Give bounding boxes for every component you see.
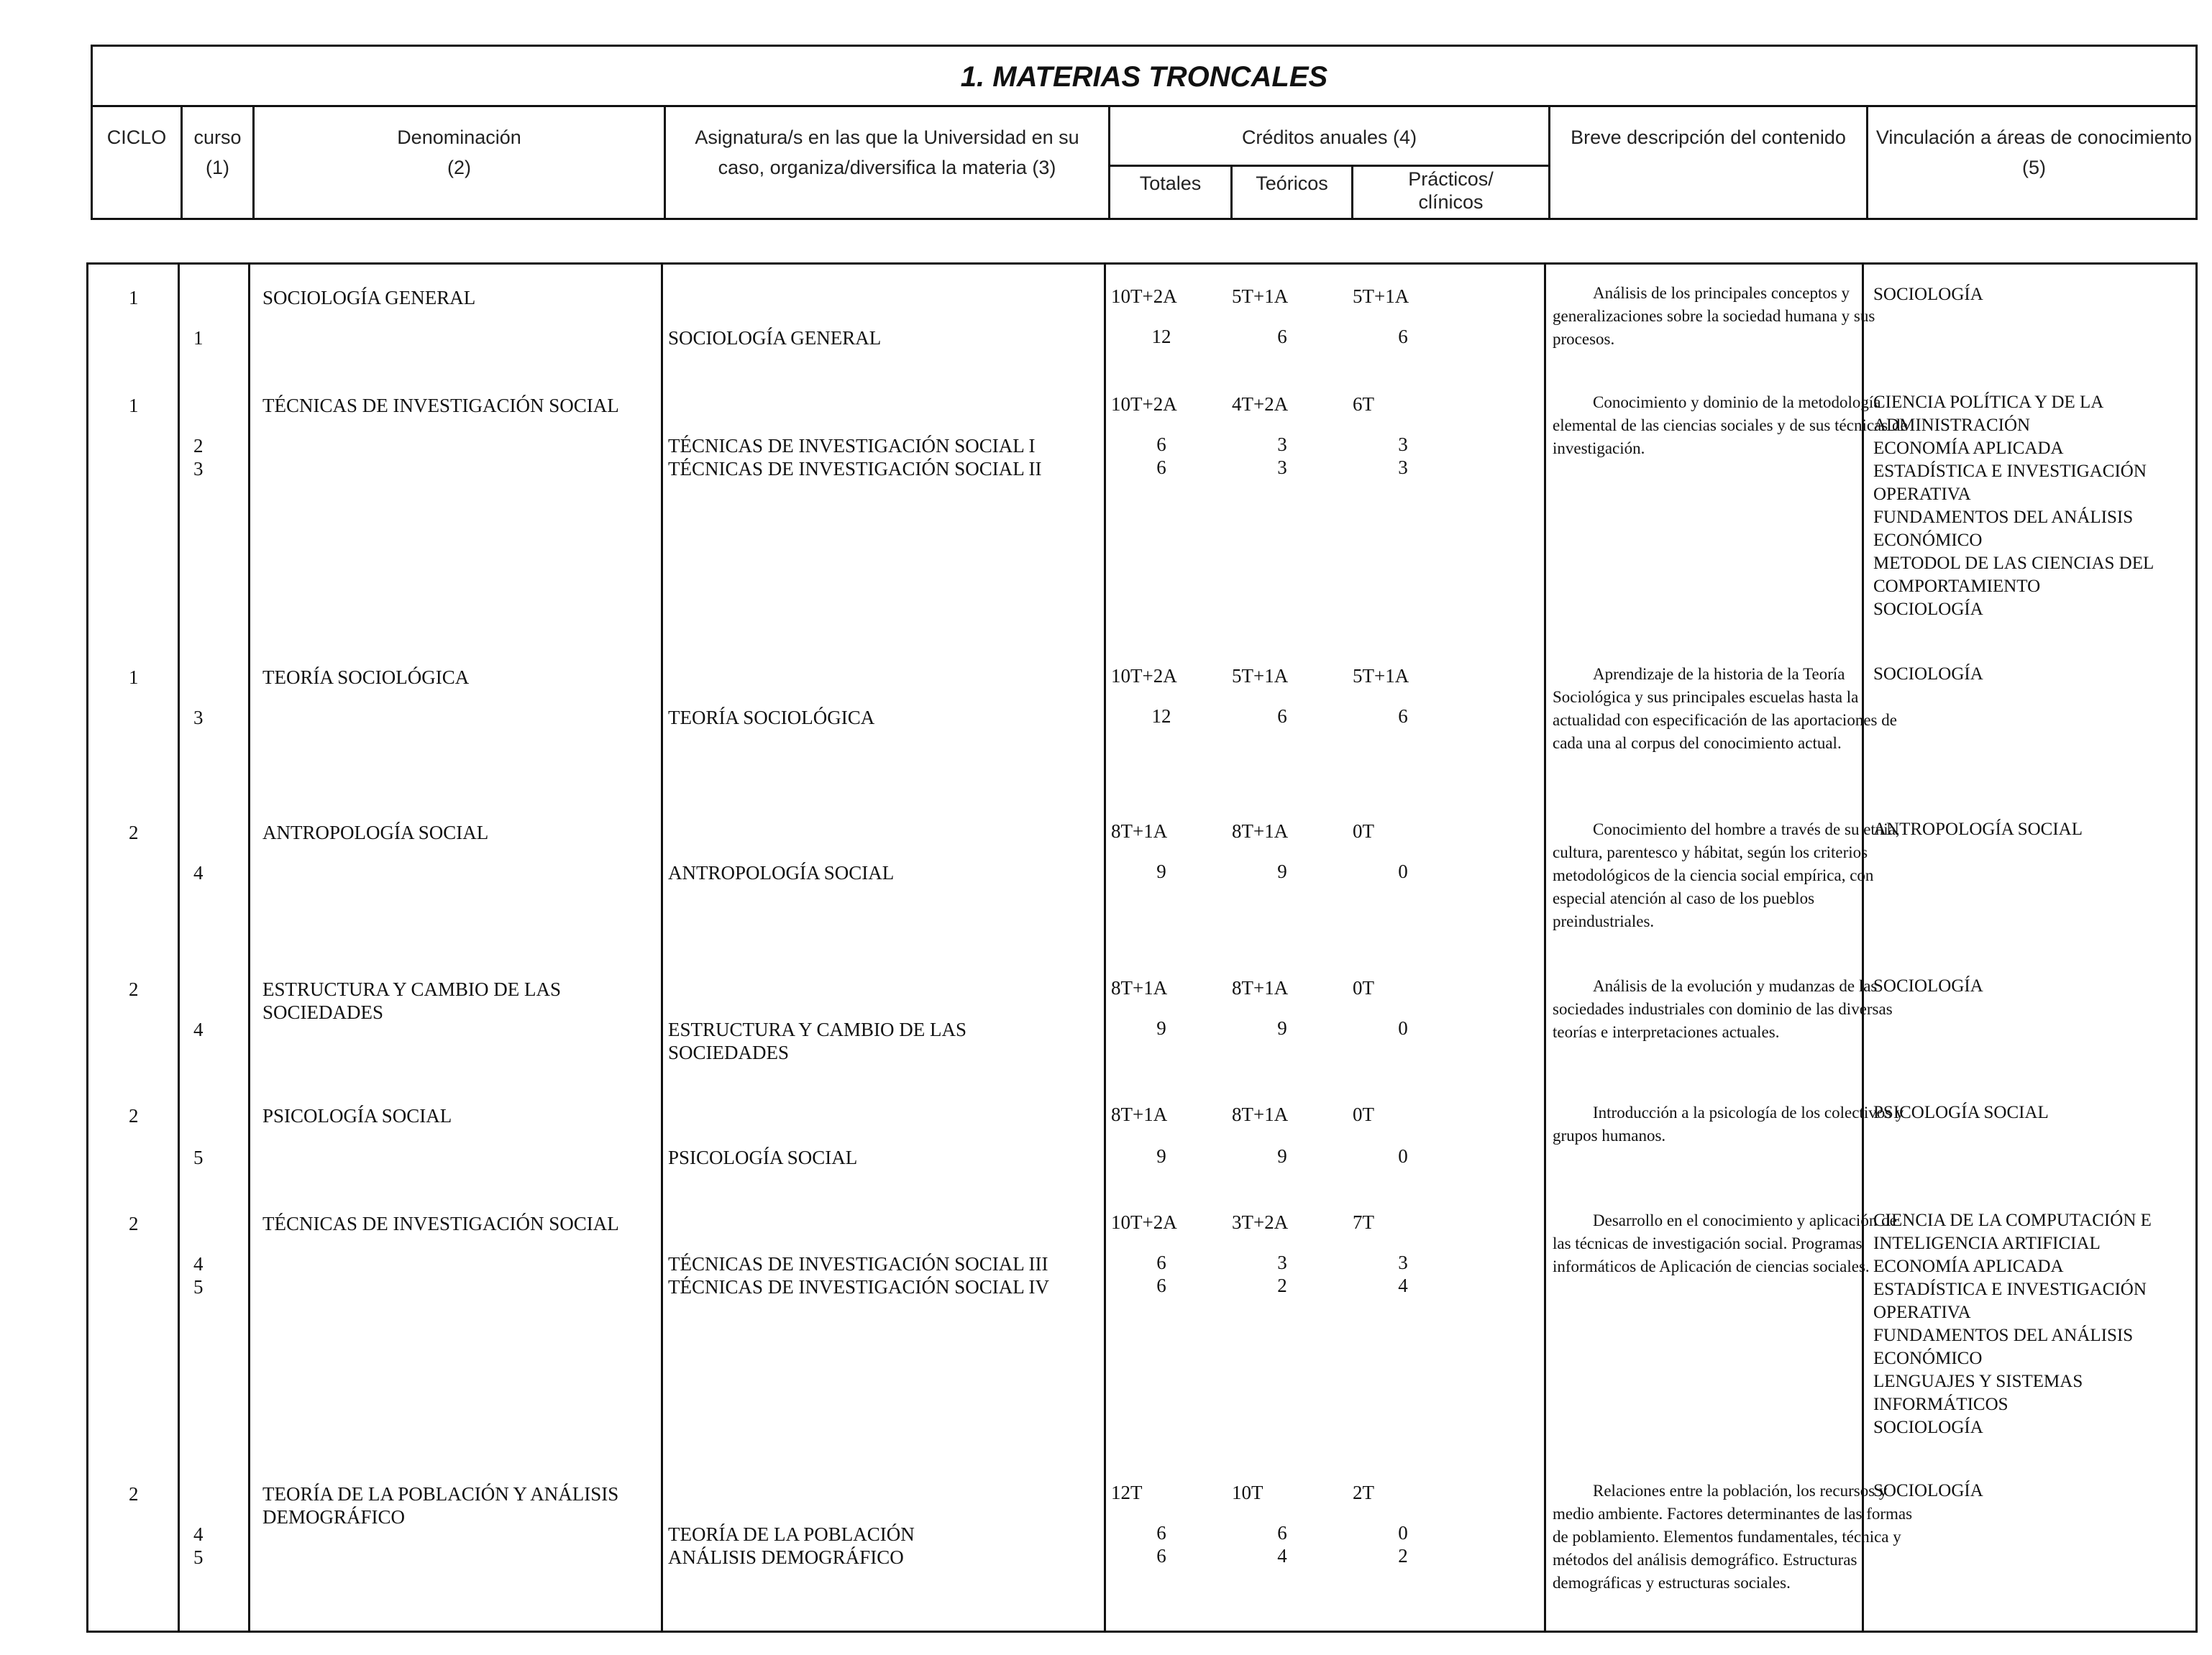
practicos-value: 7T [1353, 1211, 1374, 1233]
asignatura-value: TÉCNICAS DE INVESTIGACIÓN SOCIAL I [668, 435, 1036, 457]
asignatura-value: TÉCNICAS DE INVESTIGACIÓN SOCIAL II [668, 458, 1042, 480]
area-item: SOCIOLOGÍA [1873, 976, 1983, 996]
subject-totales: 12 [1151, 705, 1171, 727]
subject-teoricos: 4 [1277, 1545, 1287, 1567]
ciclo-value: 1 [129, 287, 139, 308]
denominacion-value: TÉCNICAS DE INVESTIGACIÓN SOCIAL [262, 1213, 619, 1234]
area-item: CIENCIA DE LA COMPUTACIÓN E [1873, 1211, 2152, 1230]
areas-list [1873, 391, 2211, 621]
curso-value: 5 [193, 1276, 204, 1298]
area-item: ANTROPOLOGÍA SOCIAL [1873, 820, 2083, 839]
teoricos-value: 8T+1A [1232, 977, 1289, 999]
areas-list [1873, 818, 2211, 841]
curso-value: 4 [193, 1253, 204, 1275]
ciclo-value: 1 [129, 395, 139, 416]
header-curso-note: (1) [206, 157, 229, 178]
asignatura-value: TEORÍA DE LA POBLACIÓN [668, 1523, 915, 1545]
ciclo-value: 2 [129, 1483, 139, 1505]
header-descripcion: Breve descripción del contenido [1571, 127, 1846, 148]
descripcion-text: Relaciones entre la población, los recursos y medio ambiente. Factores determinantes de las formas de poblamiento. Elementos fundamentales, técnica y métodos del análisis demográfico. Estructuras demográficas y estructuras sociales. [1553, 1482, 1913, 1592]
curso-value: 4 [193, 1019, 204, 1040]
row-divider [1108, 165, 1550, 167]
asignatura-value: ANTROPOLOGÍA SOCIAL [668, 862, 895, 884]
area-item: OPERATIVA [1873, 485, 1971, 504]
denominacion-value: SOCIOLOGÍA GENERAL [262, 287, 476, 308]
subject-practicos: 0 [1398, 861, 1408, 882]
practicos-value: 0T [1353, 820, 1374, 842]
totales-value: 8T+1A [1111, 1104, 1168, 1125]
asignatura-value: SOCIOLOGÍA GENERAL [668, 327, 882, 349]
subject-practicos: 0 [1398, 1145, 1408, 1167]
subject-totales: 9 [1156, 1145, 1166, 1167]
column-divider [178, 265, 180, 1631]
area-item: COMPORTAMIENTO [1873, 577, 2041, 596]
area-item: ESTADÍSTICA E INVESTIGACIÓN [1873, 1280, 2147, 1299]
column-divider [1862, 265, 1864, 1631]
asignatura-value: PSICOLOGÍA SOCIAL [668, 1147, 858, 1168]
totales-value: 10T+2A [1111, 393, 1177, 415]
areas-list [1873, 283, 2211, 306]
descripcion-text: Análisis de la evolución y mudanzas de las sociedades industriales con dominio de las diversas teorías e interpretaciones actuales. [1553, 977, 1893, 1041]
area-item: SOCIOLOGÍA [1873, 600, 1983, 619]
subject-practicos: 4 [1398, 1275, 1408, 1296]
asignatura-value: SOCIEDADES [668, 1042, 790, 1063]
header-vinculacion: Vinculación a áreas de conocimiento [1875, 127, 2193, 148]
subject-teoricos: 9 [1277, 1017, 1287, 1039]
area-item: ECONÓMICO [1873, 531, 1983, 550]
asignatura-value: TEORÍA SOCIOLÓGICA [668, 707, 875, 728]
subject-practicos: 0 [1398, 1017, 1408, 1039]
column-divider [1544, 265, 1546, 1631]
practicos-value: 2T [1353, 1482, 1374, 1503]
denominacion-value: ANTROPOLOGÍA SOCIAL [262, 822, 489, 843]
area-item: SOCIOLOGÍA [1873, 285, 1983, 304]
area-item: METODOL DE LAS CIENCIAS DEL [1873, 554, 2154, 573]
column-divider [248, 265, 250, 1631]
descripcion-text: Conocimiento del hombre a través de su etnia, cultura, parentesco y hábitat, según los criterios metodológicos de la ciencia social empírica, con especial atención al caso de los pueblos preindustriales. [1553, 820, 1900, 930]
area-item: FUNDAMENTOS DEL ANÁLISIS [1873, 1326, 2134, 1345]
totales-value: 8T+1A [1111, 977, 1168, 999]
subject-totales: 6 [1156, 1252, 1166, 1273]
subject-totales: 9 [1156, 1017, 1166, 1039]
area-item: PSICOLOGÍA SOCIAL [1873, 1103, 2049, 1122]
curso-value: 4 [193, 1523, 204, 1545]
practicos-value: 0T [1353, 1104, 1374, 1125]
denominacion-value: PSICOLOGÍA SOCIAL [262, 1105, 452, 1127]
asignatura-value: ESTRUCTURA Y CAMBIO DE LAS [668, 1019, 967, 1040]
ciclo-value: 1 [129, 666, 139, 688]
header-asignaturas-line1: Asignatura/s en las que la Universidad en su [695, 127, 1079, 148]
denominacion-value: ESTRUCTURA Y CAMBIO DE LAS [262, 978, 562, 1000]
area-item: INFORMÁTICOS [1873, 1395, 2008, 1414]
header-denominacion-note: (2) [447, 157, 471, 178]
header-practicos-line2: clínicos [1418, 191, 1484, 213]
practicos-value: 6T [1353, 393, 1374, 415]
areas-list [1873, 1209, 2211, 1439]
asignatura-value: ANÁLISIS DEMOGRÁFICO [668, 1546, 904, 1568]
curso-value: 2 [193, 435, 204, 457]
totales-value: 10T+2A [1111, 285, 1177, 307]
subject-practicos: 3 [1398, 434, 1408, 455]
subject-teoricos: 3 [1277, 457, 1287, 478]
area-item: ESTADÍSTICA E INVESTIGACIÓN [1873, 462, 2147, 481]
area-item: SOCIOLOGÍA [1873, 1418, 1983, 1437]
area-item: ECONOMÍA APLICADA [1873, 1257, 2064, 1276]
subject-teoricos: 9 [1277, 1145, 1287, 1167]
areas-list [1873, 1101, 2211, 1124]
subject-teoricos: 9 [1277, 861, 1287, 882]
area-item: LENGUAJES Y SISTEMAS [1873, 1372, 2083, 1391]
header-vinculacion-note: (5) [2022, 157, 2046, 178]
ciclo-value: 2 [129, 1105, 139, 1127]
subject-totales: 12 [1151, 326, 1171, 347]
subject-practicos: 6 [1398, 326, 1408, 347]
areas-list [1873, 663, 2211, 686]
totales-value: 10T+2A [1111, 665, 1177, 687]
subject-teoricos: 3 [1277, 1252, 1287, 1273]
descripcion-text: Análisis de los principales conceptos y generalizaciones sobre la sociedad humana y sus procesos. [1553, 284, 1875, 348]
practicos-value: 5T+1A [1353, 285, 1409, 307]
area-item: SOCIOLOGÍA [1873, 664, 1983, 684]
subject-totales: 6 [1156, 457, 1166, 478]
denominacion-value: TEORÍA SOCIOLÓGICA [262, 666, 470, 688]
teoricos-value: 3T+2A [1232, 1211, 1289, 1233]
teoricos-value: 8T+1A [1232, 820, 1289, 842]
header-curso: curso [193, 127, 242, 148]
asignatura-value: TÉCNICAS DE INVESTIGACIÓN SOCIAL IV [668, 1276, 1049, 1298]
areas-list [1873, 1480, 2211, 1503]
header-denominacion: Denominación [397, 127, 521, 148]
header-ciclo: CICLO [106, 127, 167, 148]
curso-value: 4 [193, 862, 204, 884]
header-asignaturas-line2: caso, organiza/diversifica la materia (3) [718, 157, 1056, 178]
denominacion-value: DEMOGRÁFICO [262, 1506, 406, 1528]
denominacion-value: TÉCNICAS DE INVESTIGACIÓN SOCIAL [262, 395, 619, 416]
area-item: OPERATIVA [1873, 1303, 1971, 1322]
totales-value: 8T+1A [1111, 820, 1168, 842]
teoricos-value: 4T+2A [1232, 393, 1289, 415]
curso-value: 5 [193, 1147, 204, 1168]
descripcion-text: Desarrollo en el conocimiento y aplicación de las técnicas de investigación social. Programas informáticos de Aplicación de ciencias sociales. [1553, 1211, 1897, 1275]
subject-totales: 9 [1156, 861, 1166, 882]
ciclo-value: 2 [129, 978, 139, 1000]
header-teoricos: Teóricos [1256, 173, 1328, 194]
subject-practicos: 3 [1398, 1252, 1408, 1273]
subject-totales: 6 [1156, 1545, 1166, 1567]
page-title: 1. MATERIAS TRONCALES [93, 47, 2195, 107]
denominacion-value: TEORÍA DE LA POBLACIÓN Y ANÁLISIS [262, 1483, 619, 1505]
teoricos-value: 10T [1232, 1482, 1263, 1503]
descripcion-text: Conocimiento y dominio de la metodología elemental de las ciencias sociales y de sus técnicas de investigación. [1553, 393, 1908, 457]
area-item: INTELIGENCIA ARTIFICIAL [1873, 1234, 2101, 1253]
teoricos-value: 5T+1A [1232, 285, 1289, 307]
descripcion-text: Introducción a la psicología de los colectivos y grupos humanos. [1553, 1104, 1904, 1145]
subject-totales: 6 [1156, 1275, 1166, 1296]
practicos-value: 0T [1353, 977, 1374, 999]
area-item: ECONÓMICO [1873, 1349, 1983, 1368]
teoricos-value: 5T+1A [1232, 665, 1289, 687]
header-totales: Totales [1139, 173, 1202, 194]
column-divider [661, 265, 663, 1631]
subject-practicos: 6 [1398, 705, 1408, 727]
areas-list [1873, 975, 2211, 998]
subject-teoricos: 2 [1277, 1275, 1287, 1296]
denominacion-value: SOCIEDADES [262, 1001, 384, 1023]
curso-value: 1 [193, 327, 204, 349]
header-creditos: Créditos anuales (4) [1241, 127, 1417, 148]
area-item: ADMINISTRACIÓN [1873, 416, 2031, 435]
teoricos-value: 8T+1A [1232, 1104, 1289, 1125]
area-item: SOCIOLOGÍA [1873, 1481, 1983, 1500]
subject-teoricos: 6 [1277, 1522, 1287, 1544]
area-item: CIENCIA POLÍTICA Y DE LA [1873, 393, 2104, 412]
descripcion-text: Aprendizaje de la historia de la Teoría Sociológica y sus principales escuelas hasta la actualidad con especificación de las aportaciones de cada una al corpus del conocimiento actual. [1553, 665, 1897, 752]
subject-practicos: 3 [1398, 457, 1408, 478]
column-divider [1104, 265, 1106, 1631]
area-item: ECONOMÍA APLICADA [1873, 439, 2064, 458]
subject-teoricos: 3 [1277, 434, 1287, 455]
ciclo-value: 2 [129, 1213, 139, 1234]
header-practicos-line1: Prácticos/ [1408, 168, 1494, 190]
subjects-table [86, 262, 2198, 1633]
ciclo-value: 2 [129, 822, 139, 843]
subject-totales: 6 [1156, 434, 1166, 455]
header-table [91, 45, 2198, 220]
asignatura-value: TÉCNICAS DE INVESTIGACIÓN SOCIAL III [668, 1253, 1048, 1275]
subject-teoricos: 6 [1277, 705, 1287, 727]
subject-practicos: 0 [1398, 1522, 1408, 1544]
practicos-value: 5T+1A [1353, 665, 1409, 687]
area-item: FUNDAMENTOS DEL ANÁLISIS [1873, 508, 2134, 527]
subject-teoricos: 6 [1277, 326, 1287, 347]
totales-value: 10T+2A [1111, 1211, 1177, 1233]
curso-value: 5 [193, 1546, 204, 1568]
curso-value: 3 [193, 458, 204, 480]
subject-practicos: 2 [1398, 1545, 1408, 1567]
curso-value: 3 [193, 707, 204, 728]
totales-value: 12T [1111, 1482, 1143, 1503]
subject-totales: 6 [1156, 1522, 1166, 1544]
